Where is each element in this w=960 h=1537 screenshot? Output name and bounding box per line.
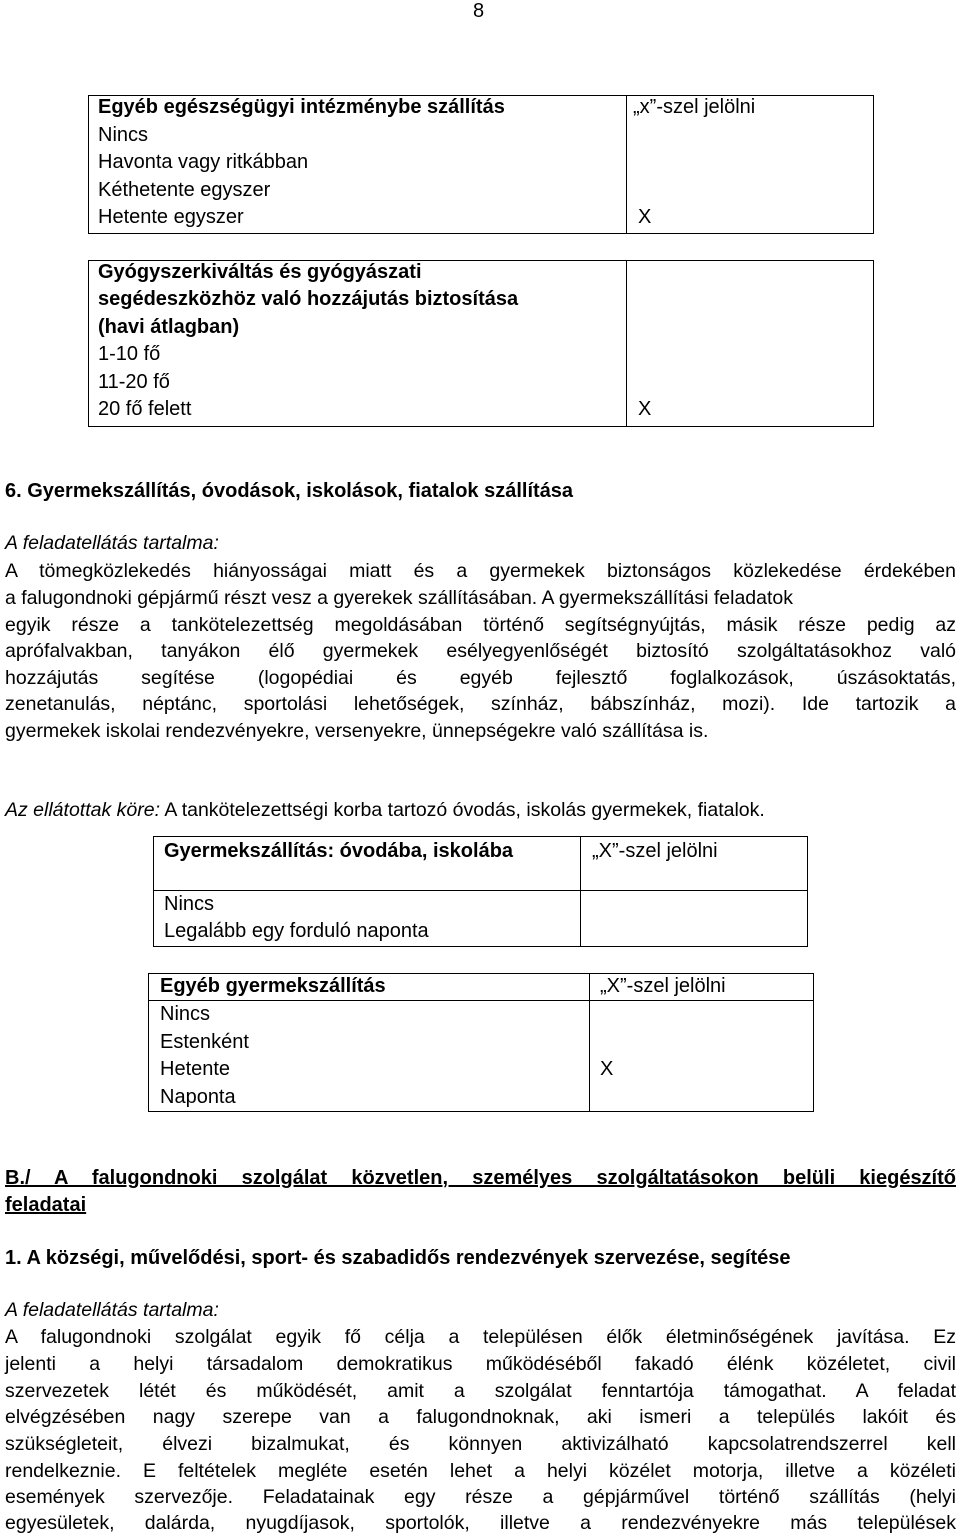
paragraph-line: A falugondnoki szolgálat egyik fő célja a településen élők életminőségének javítása. Ez <box>5 1326 956 1348</box>
table1-title: Egyéb egészségügyi intézménybe szállítás <box>98 96 505 118</box>
table1-mark-header: „x”-szel jelölni <box>633 96 756 118</box>
table4-row: Naponta <box>160 1086 236 1108</box>
paragraph-line: szervezetek létét és működését, amit a szolgálat fenntartója támogathat. A feladat <box>5 1380 956 1402</box>
paragraph-line: elvégzésében nagy szerepe van a falugondnoknak, aki ismeri a település lakóit és <box>5 1406 956 1428</box>
paragraph-line: egyik része a tankötelezettség megoldásában történő segítségnyújtás, másik része pedig az <box>5 614 956 636</box>
table1-row: Hetente egyszer <box>98 206 244 228</box>
paragraph-line: A tömegközlekedés hiányosságai miatt és a gyermekek biztonságos közlekedése érdekében <box>5 560 956 582</box>
served-label: Az ellátottak köre: <box>5 799 160 821</box>
paragraph-line: hozzájutás segítése (logopédiai és egyéb fejlesztő foglalkozások, úszásoktatás, <box>5 667 956 689</box>
table1-row: Nincs <box>98 124 149 146</box>
table3-body-right <box>580 890 808 947</box>
served-line <box>5 797 956 824</box>
table3-mark-header: „X”-szel jelölni <box>592 840 718 862</box>
table2-title-line: (havi átlagban) <box>98 316 240 338</box>
sectionB-heading-line1: B./ A falugondnoki szolgálat közvetlen, személyes szolgáltatásokon belüli kiegészítő <box>5 1167 956 1189</box>
paragraph-line: egyesületek, dalárda, nyugdíjasok, sportolók, illetve a rendezvényekre más települések <box>5 1512 956 1534</box>
table1-mark: X <box>638 206 652 228</box>
section6-content-label: A feladatellátás tartalma: <box>5 532 219 554</box>
paragraph-line: aprófalvakban, tanyákon élő gyermekek esélyegyenlőségét biztosító szolgáltatásokhoz való <box>5 640 956 662</box>
table2-title-line: Gyógyszerkiváltás és gyógyászati <box>98 261 422 283</box>
table3-row: Nincs <box>164 893 215 915</box>
table4-mark-header: „X”-szel jelölni <box>600 975 726 997</box>
table4-body-right <box>589 1000 814 1112</box>
table4-row: Nincs <box>160 1003 211 1025</box>
table4-mark: X <box>600 1058 614 1080</box>
paragraph-line: rendelkeznie. E feltételek megléte esetén lehet a helyi közélet motorja, illetve a közéleti <box>5 1460 956 1482</box>
table1-row: Kéthetente egyszer <box>98 179 271 201</box>
section6-heading: 6. Gyermekszállítás, óvodások, iskolások, fiatalok szállítása <box>5 480 574 502</box>
table4-row: Hetente <box>160 1058 231 1080</box>
paragraph-line: jelenti a helyi társadalom demokratikus működéséből fakadó élénk közéletet, civil <box>5 1353 956 1375</box>
page-number: 8 <box>473 0 485 22</box>
paragraph-line: a falugondnoki gépjármű részt vesz a gyerekek szállításában. A gyermekszállítási feladatok <box>5 587 794 609</box>
paragraph-line: szükségleteit, élvezi bizalmukat, és könnyen aktivizálható kapcsolatrendszerrel kell <box>5 1433 956 1455</box>
table2-right-cell <box>626 260 874 427</box>
paragraph-line: gyermekek iskolai rendezvényekre, versenyekre, ünnepségekre való szállítása is. <box>5 720 709 742</box>
section1-content-label: A feladatellátás tartalma: <box>5 1299 219 1321</box>
table4-title: Egyéb gyermekszállítás <box>160 975 386 997</box>
table2-row: 1-10 fő <box>98 343 161 365</box>
table2-title-line: segédeszközhöz való hozzájutás biztosítása <box>98 288 519 310</box>
table2-row: 11-20 fő <box>98 371 170 393</box>
sectionB-heading-line2: feladatai <box>5 1194 87 1216</box>
paragraph-line: események szervezője. Feladatainak egy része a gépjárművel történő szállítás (helyi <box>5 1486 956 1508</box>
paragraph-line: zenetanulás, néptánc, sportolási lehetőségek, színház, bábszínház, mozi). Ide tartozik a <box>5 693 956 715</box>
table2-row: 20 fő felett <box>98 398 192 420</box>
table4-row: Estenként <box>160 1031 249 1053</box>
table3-title: Gyermekszállítás: óvodába, iskolába <box>164 840 514 862</box>
table2-mark: X <box>638 398 652 420</box>
table3-row: Legalább egy forduló naponta <box>164 920 429 942</box>
section1-heading: 1. A községi, művelődési, sport- és szabadidős rendezvények szervezése, segítése <box>5 1247 791 1269</box>
served-text: A tankötelezettségi korba tartozó óvodás, iskolás gyermekek, fiatalok. <box>160 799 765 821</box>
table1-row: Havonta vagy ritkábban <box>98 151 309 173</box>
